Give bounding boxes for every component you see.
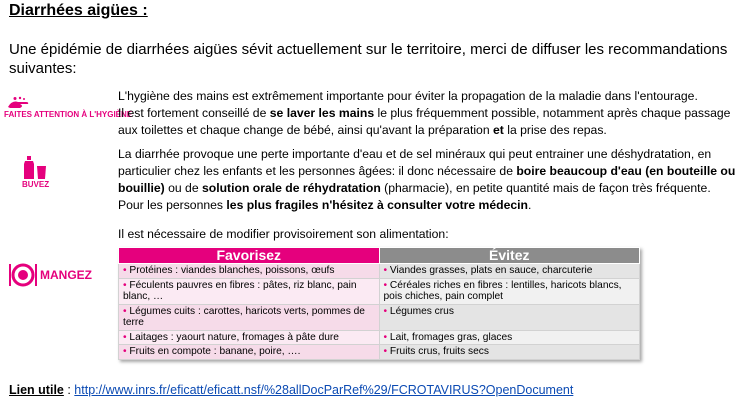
hygiene-text-2: Il est fortement conseillé de: [118, 106, 270, 120]
bullet-icon: •: [123, 346, 127, 357]
useful-link[interactable]: http://www.inrs.fr/eficatt/eficatt.nsf/%28allDocParRef%29/FCROTAVIRUS?OpenDocument: [74, 383, 574, 397]
evitez-cell: [379, 278, 640, 304]
bullet-icon: •: [123, 331, 127, 343]
evitez-cell: [379, 304, 640, 330]
favorisez-text: Féculents pauvres en fibres : pâtes, riz blanc, pain blanc, …: [123, 279, 357, 302]
evitez-header: Évitez: [379, 248, 640, 264]
evitez-cell: [379, 330, 640, 345]
useful-link-line: [9, 383, 573, 397]
hygiene-text-1: L'hygiène des mains est extrêmement importante pour éviter la propagation de la maladie dans l'entourage.: [118, 89, 698, 103]
hydration-text-4: .: [528, 198, 532, 212]
page-heading: Diarrhées aigües :: [9, 2, 148, 19]
hydration-bold-3: les plus fragiles n'hésitez à consulter votre médecin: [226, 198, 528, 212]
hydration-text-3: (pharmacie), en petite quantité mais de façon très fréquente. Pour les personnes: [118, 181, 711, 212]
hygiene-label: FAITES ATTENTION À L'HYGIÈNE: [4, 110, 133, 119]
buvez-label: BUVEZ: [22, 180, 50, 189]
favorisez-text: Fruits en compote : banane, poire, ….: [129, 346, 301, 357]
intro-text: Une épidémie de diarrhées aigües sévit actuellement sur le territoire, merci de diffuser les recommandations suivantes:: [9, 41, 728, 77]
buvez-pictogram: [22, 156, 52, 189]
evitez-cell: [379, 345, 640, 360]
hydration-bold-1: boire beaucoup d'eau (en bouteille ou bouillie): [118, 164, 736, 195]
hydration-text-1: La diarrhée provoque une perte importante d'eau et de sel minéraux qui peut entrainer une déshydratation, en particulier chez les enfants et les personnes âgées: il donc nécessaire de: [118, 147, 712, 178]
evitez-text: Fruits crus, fruits secs: [389, 346, 489, 357]
hygiene-bold-1: se laver les mains: [269, 106, 375, 120]
bullet-icon: •: [383, 346, 388, 357]
hand-wash-icon: [6, 96, 34, 110]
table-row: [119, 330, 640, 345]
evitez-text: Viandes grasses, plats en sauce, charcuterie: [389, 265, 593, 276]
evitez-text: Lait, fromages gras, glaces: [389, 331, 513, 343]
hydration-bold-2: solution orale de réhydratation: [202, 181, 381, 195]
bottle-glass-icon: [22, 156, 52, 180]
favorisez-cell: [119, 330, 380, 345]
useful-link-label: Lien utile: [9, 383, 64, 397]
favorisez-cell: [119, 345, 380, 360]
bullet-icon: •: [383, 279, 388, 291]
bullet-icon: •: [383, 265, 388, 276]
mangez-label: MANGEZ: [40, 268, 92, 282]
table-row: [119, 345, 640, 360]
mangez-pictogram: [8, 262, 92, 288]
bullet-icon: •: [123, 265, 127, 276]
plate-cutlery-icon: [8, 262, 38, 288]
bullet-icon: •: [383, 331, 388, 343]
bullet-icon: •: [123, 305, 127, 317]
diet-table: [118, 247, 640, 360]
favorisez-cell: [119, 304, 380, 330]
hygiene-paragraph: [118, 88, 738, 139]
bullet-icon: •: [123, 279, 127, 291]
diet-paragraph: Il est nécessaire de modifier provisoirement son alimentation:: [118, 227, 449, 241]
favorisez-cell: [119, 264, 380, 279]
favorisez-header: Favorisez: [119, 248, 380, 264]
table-row: [119, 304, 640, 330]
table-row: [119, 264, 640, 279]
favorisez-text: Légumes cuits : carottes, haricots verts, pommes de terre: [123, 305, 365, 328]
hygiene-bold-2: et: [493, 123, 504, 137]
hydration-paragraph: [118, 146, 738, 214]
evitez-cell: [379, 264, 640, 279]
evitez-text: Céréales riches en fibres : lentilles, haricots blancs, pois chiches, pain complet: [383, 279, 622, 302]
favorisez-text: Laitages : yaourt nature, fromages à pâte dure: [129, 331, 339, 343]
hygiene-pictogram: [4, 96, 132, 119]
bullet-icon: •: [383, 305, 388, 317]
table-row: [119, 278, 640, 304]
hygiene-text-3: le plus fréquemment possible, notamment après chaque passage aux toilettes et chaque change de bébé, ainsi qu'avant la préparation: [118, 106, 731, 137]
evitez-text: Légumes crus: [389, 305, 454, 317]
favorisez-cell: [119, 278, 380, 304]
useful-link-separator: :: [63, 383, 75, 397]
favorisez-text: Protéines : viandes blanches, poissons, œufs: [129, 265, 335, 276]
hydration-text-2: ou de: [164, 181, 202, 195]
hygiene-text-4: la prise des repas.: [503, 123, 607, 137]
